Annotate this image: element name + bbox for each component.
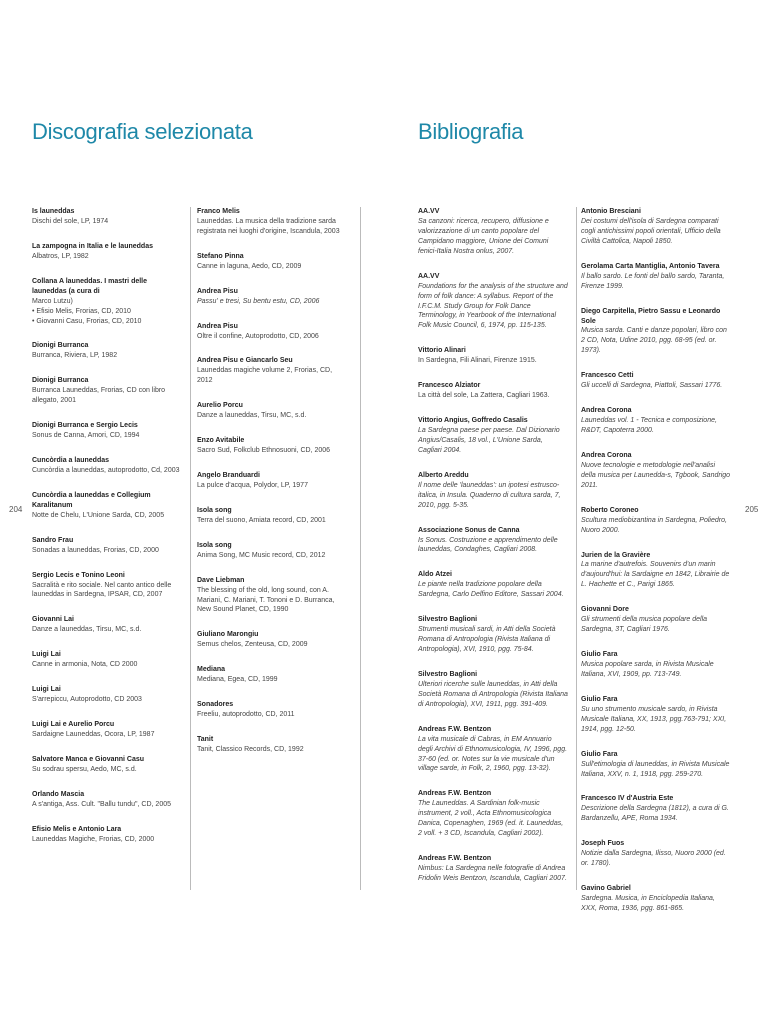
reference-entry	[32, 277, 182, 327]
entry-title: Dionigi Burranca e Sergio Lecis	[32, 422, 138, 430]
entry-description: Su sodrau spersu, Aedo, MC, s.d.	[32, 765, 137, 773]
entry-description: Le piante nella tradizione popolare della Sardegna, Carlo Delfino Editore, Sassari 2004.	[418, 581, 564, 599]
entry-title: Enzo Avitabile	[197, 437, 245, 445]
entry-title: Francesco IV d'Austria Este	[581, 795, 674, 803]
entry-description: Sa canzoni: ricerca, recupero, diffusione e valorizzazione di un canto popolare del Campidano maggiore, Unione dei Comuni fenici-Italia Nostra onlus, 2007.	[418, 217, 549, 255]
reference-entry	[581, 307, 731, 357]
page-number-right: 205	[745, 505, 759, 514]
entry-description: Burranca Launeddas, Frorias, CD con libro allegato, 2001	[32, 387, 166, 405]
entry-title: Tanit	[197, 736, 214, 743]
entry-title: Vittorio Angius, Goffredo Casalis	[418, 417, 528, 425]
reference-entry	[418, 854, 568, 884]
reference-entry	[581, 551, 731, 591]
entry-title: Andreas F.W. Bentzon	[418, 725, 492, 733]
reference-entry	[581, 650, 731, 680]
entry-description: La Sardegna paese per paese. Dal Dizionario Angius/Casalis, 18 vol., L'Unione Sarda, Cagliari 2004.	[418, 427, 560, 454]
entry-description: The blessing of the old, long sound, con A. Mariani, C. Mariani, T. Tononi e D. Burranca, New Sound Planet, CD, 1990	[197, 586, 335, 614]
entry-title: Orlando Mascia	[32, 790, 85, 798]
reference-entry	[32, 456, 182, 476]
reference-entry	[197, 700, 347, 720]
reference-entry	[197, 322, 347, 342]
reference-entry	[418, 570, 568, 600]
entry-description: Is Sonus. Costruzione e apprendimento delle launeddas, Condaghes, Cagliari 2008.	[418, 536, 558, 554]
entry-title: Jurien de la Gravière	[581, 551, 651, 559]
reference-entry	[32, 491, 182, 521]
entry-title: AA.VV	[418, 272, 440, 280]
entry-description: Sonadas a launeddas, Frorias, CD, 2000	[32, 546, 159, 554]
reference-entry	[581, 839, 731, 869]
entry-description: La marine d'autrefois. Souvenirs d'un marin d'aujourd'hui: la Sardaigne en 1842, Librairie de L. Hachette et C., Parigi 1865.	[581, 561, 730, 589]
reference-entry	[581, 884, 731, 914]
entry-description: Musica sarda. Canti e danze popolari, libro con 2 CD, Nota, Udine 2010, pgg. 68-95 (ed. or. 1973).	[581, 327, 727, 355]
reference-entry	[32, 720, 182, 740]
entry-description: Sardegna. Musica, in Enciclopedia Italiana, XXX, Roma, 1936, pgg. 861-865.	[581, 895, 715, 912]
entry-description: Cuncòrdia a launeddas, autoprodotto, Cd, 2003	[32, 466, 180, 474]
entry-description: Il ballo sardo. Le fonti del ballo sardo, Taranta, Firenze 1999.	[581, 272, 725, 290]
bibliography-column-2	[581, 207, 731, 929]
entry-description: In Sardegna, Fili Alinari, Firenze 1915.	[418, 357, 537, 365]
entry-description: Musica popolare sarda, in Rivista Musicale Italiana, XVI, 1909, pp. 713-749.	[581, 661, 714, 678]
reference-entry	[581, 506, 731, 536]
entry-description: La pulce d'acqua, Polydor, LP, 1977	[197, 481, 308, 489]
entry-title: Dionigi Burranca	[32, 377, 89, 385]
entry-description: Sardaigne Launeddas, Ocora, LP, 1987	[32, 730, 155, 738]
reference-entry	[197, 207, 347, 237]
reference-entry	[197, 541, 347, 561]
reference-entry	[197, 401, 347, 421]
reference-entry	[581, 695, 731, 735]
entry-description: Canne in armonia, Nota, CD 2000	[32, 661, 138, 669]
column-divider	[360, 207, 361, 890]
entry-title: Giulio Fara	[581, 695, 618, 703]
reference-entry	[581, 605, 731, 635]
discography-heading: Discografia selezionata	[32, 119, 253, 144]
bibliography-column-1	[418, 207, 568, 899]
entry-description: Danze a launeddas, Tirsu, MC, s.d.	[197, 412, 307, 420]
entry-description: S'arrepiccu, Autoprodotto, CD 2003	[32, 696, 142, 704]
entry-title: Silvestro Baglioni	[418, 616, 478, 624]
entry-description: Scultura mediobizantina in Sardegna, Poliedro, Nuoro 2000.	[581, 516, 727, 534]
entry-description: Marco Lutzu) • Efisio Melis, Frorias, CD, 2010 • Giovanni Casu, Frorias, CD, 2010	[32, 297, 142, 325]
entry-title: Is launeddas	[32, 208, 75, 215]
entry-title: Aurelio Porcu	[197, 402, 243, 410]
entry-title: La zampogna in Italia e le launeddas	[32, 242, 153, 250]
entry-title: Vittorio Alinari	[418, 347, 466, 355]
entry-title: Aldo Atzei	[418, 571, 452, 579]
entry-description: Notte de Chelu, L'Unione Sarda, CD, 2005	[32, 511, 165, 519]
entry-title: Joseph Fuos	[581, 840, 625, 848]
entry-description: La città del sole, La Zattera, Cagliari 1963.	[418, 392, 550, 400]
entry-description: Launeddas Magiche, Frorias, CD, 2000	[32, 835, 155, 843]
entry-title: Efisio Melis e Antonio Lara	[32, 825, 122, 833]
reference-entry	[418, 725, 568, 775]
reference-entry	[32, 825, 182, 845]
reference-entry	[32, 376, 182, 406]
entry-title: Salvatore Manca e Giovanni Casu	[32, 755, 145, 763]
entry-title: Isola song	[197, 506, 232, 514]
reference-entry	[32, 571, 182, 601]
reference-entry	[32, 790, 182, 810]
entry-title: Andrea Pisu e Giancarlo Seu	[197, 357, 293, 365]
entry-description: A s'antiga, Ass. Cult. "Ballu tundu", CD, 2005	[32, 800, 171, 808]
entry-description: Passu' e tresi, Su bentu estu, CD, 2006	[197, 297, 320, 305]
entry-description: Sull'etimologia di launeddas, in Rivista Musicale Italiana, XXV, n. 1, 1918, pgg. 259-270.	[581, 760, 730, 778]
entry-description: Gli strumenti della musica popolare della Sardegna, 3T, Cagliari 1976.	[581, 616, 708, 634]
entry-title: AA.VV	[418, 208, 440, 215]
discography-column-1	[32, 207, 182, 860]
entry-description: Freeliu, autoprodotto, CD, 2011	[197, 711, 295, 719]
reference-entry	[581, 207, 731, 247]
entry-title: Giulio Fara	[581, 651, 618, 659]
entry-description: Mediana, Egea, CD, 1999	[197, 676, 278, 684]
entry-title: Cuncòrdia a launeddas	[32, 457, 110, 464]
entry-description: Anima Song, MC Music record, CD, 2012	[197, 551, 326, 559]
entry-title: Luigi Lai	[32, 651, 61, 659]
entry-title: Cuncòrdia a launeddas e Collegium Karalitanum	[32, 491, 151, 509]
reference-entry	[32, 421, 182, 441]
reference-entry	[32, 615, 182, 635]
reference-entry	[581, 451, 731, 491]
entry-description: Ulteriori ricerche sulle launeddas, in Atti della Società Romana di Antropologia (Rivista Italiana di Antropologia), XVI, 1911, pgg. 391-409.	[418, 680, 568, 708]
entry-description: Launeddas magiche volume 2, Frorias, CD, 2012	[197, 367, 333, 385]
reference-entry	[418, 207, 568, 257]
reference-entry	[418, 416, 568, 456]
entry-description: Sonus de Canna, Amori, CD, 1994	[32, 432, 140, 440]
reference-entry	[197, 287, 347, 307]
entry-description: The Launeddas. A Sardinian folk-music instrument, 2 voll., Acta Ethnomusicologica Danica, Copenaghen, 1969 (ed. it. Launeddas, 2 voll. + 3 CD, Iscandula, Cagliari 2002).	[418, 800, 564, 838]
entry-description: Notizie dalla Sardegna, Ilisso, Nuoro 2000 (ed. or. 1780).	[581, 850, 726, 868]
reference-entry	[197, 665, 347, 685]
entry-title: Associazione Sonus de Canna	[418, 526, 520, 534]
entry-title: Silvestro Baglioni	[418, 670, 478, 678]
entry-description: Dei costumi dell'isola di Sardegna comparati cogli antichissimi popoli orientali, Ufficio della Civiltà Cattolica, Napoli 1850.	[581, 217, 721, 245]
entry-description: Oltre il confine, Autoprodotto, CD, 2006	[197, 332, 319, 340]
reference-entry	[32, 685, 182, 705]
entry-title: Luigi Lai e Aurelio Porcu	[32, 721, 115, 728]
entry-title: Dionigi Burranca	[32, 342, 89, 350]
bibliography-heading: Bibliografia	[418, 119, 524, 144]
entry-description: Sacro Sud, Folkclub Ethnosuoni, CD, 2006	[197, 447, 331, 455]
entry-title: Alberto Areddu	[418, 471, 469, 479]
reference-entry	[197, 506, 347, 526]
entry-description: Gli uccelli di Sardegna, Piattoli, Sassari 1776.	[581, 382, 723, 390]
entry-description: Burranca, Riviera, LP, 1982	[32, 352, 118, 360]
entry-title: Andreas F.W. Bentzon	[418, 790, 492, 798]
entry-title: Andrea Corona	[581, 407, 632, 415]
entry-title: Andreas F.W. Bentzon	[418, 855, 492, 863]
entry-description: Launeddas. La musica della tradizione sarda registrata nei luoghi d'origine, Iscandula, 2003	[197, 217, 340, 235]
reference-entry	[418, 471, 568, 511]
reference-entry	[418, 381, 568, 401]
entry-description: Terra del suono, Amiata record, CD, 2001	[197, 516, 326, 524]
reference-entry	[32, 341, 182, 361]
entry-description: Canne in laguna, Aedo, CD, 2009	[197, 262, 302, 270]
entry-title: Diego Carpitella, Pietro Sassu e Leonardo Sole	[581, 307, 721, 325]
entry-title: Giulio Fara	[581, 750, 618, 758]
reference-entry	[418, 272, 568, 332]
entry-description: Descrizione della Sardegna (1812), a cura di G. Bardanzellu, APE, Roma 1934.	[581, 805, 729, 823]
entry-title: Francesco Alziator	[418, 382, 481, 390]
reference-entry	[581, 750, 731, 780]
entry-description: Dischi del sole, LP, 1974	[32, 217, 109, 225]
entry-description: Semus chelos, Zenteusa, CD, 2009	[197, 641, 308, 649]
entry-description: Nimbus: La Sardegna nelle fotografie di Andrea Fridolin Weis Bentzon, Iscandula, Cagliari 2007.	[418, 865, 567, 882]
entry-title: Roberto Coroneo	[581, 506, 639, 514]
reference-entry	[32, 536, 182, 556]
entry-title: Andrea Pisu	[197, 287, 238, 295]
reference-entry	[581, 371, 731, 391]
entry-description: Su uno strumento musicale sardo, in Rivista Musicale Italiana, XX, 1913, pgg.763-791; XXI, 1914, pgg. 12-50.	[581, 705, 727, 733]
entry-title: Giovanni Lai	[32, 616, 75, 624]
reference-entry	[197, 252, 347, 272]
entry-title: Andrea Corona	[581, 451, 632, 459]
entry-title: Andrea Pisu	[197, 322, 238, 330]
reference-entry	[197, 471, 347, 491]
reference-entry	[197, 436, 347, 456]
reference-entry	[418, 789, 568, 839]
reference-entry	[581, 794, 731, 824]
reference-entry	[418, 615, 568, 655]
reference-entry	[197, 576, 347, 616]
entry-description: Launeddas vol. 1 - Tecnica e composizione, R&DT, Capoterra 2000.	[581, 417, 717, 434]
reference-entry	[32, 207, 182, 227]
entry-title: Giovanni Dore	[581, 606, 629, 614]
reference-entry	[32, 650, 182, 670]
entry-title: Dave Liebman	[197, 576, 245, 584]
entry-description: La vita musicale di Cabras, in EM Annuario degli Archivi di Ethnomusicologia, IV, 1996, pgg. 37-60 (ed. or. Notes sur la vie musicale d'un village sarde, in Folk, 2, 1960, pgg. 13-32).	[418, 735, 568, 773]
column-divider	[576, 207, 577, 890]
entry-description: Tanit, Classico Records, CD, 1992	[197, 745, 304, 753]
entry-description: Nuove tecnologie e metodologie nell'analisi della musica per Launedda-s, Tgbook, Sandrigo 2011.	[581, 461, 731, 489]
entry-description: Foundations for the analysis of the structure and form of folk dance: A syllabus. Report of the I.F.C.M. Study Group for Folk Dance Terminology, in Yearbook of the International Folk Music Council, 6, 1974, pp. 115-135.	[418, 282, 568, 330]
reference-entry	[197, 735, 347, 755]
entry-title: Giuliano Marongiu	[197, 631, 259, 639]
entry-title: Angelo Branduardi	[197, 472, 261, 479]
entry-title: Francesco Cetti	[581, 372, 634, 380]
entry-title: Sonadores	[197, 701, 234, 709]
reference-entry	[32, 755, 182, 775]
page-number-left: 204	[9, 505, 23, 514]
reference-entry	[581, 406, 731, 436]
entry-title: Sandro Frau	[32, 536, 74, 544]
entry-title: Luigi Lai	[32, 686, 61, 694]
reference-entry	[32, 242, 182, 262]
entry-title: Antonio Bresciani	[581, 208, 641, 215]
entry-description: Sacralità e rito sociale. Nel canto antico delle launeddas in Sardegna, IPSAR, CD, 2007	[32, 581, 172, 599]
reference-entry	[418, 346, 568, 366]
entry-title: Gerolama Carta Mantiglia, Antonio Tavera	[581, 262, 720, 270]
reference-entry	[197, 356, 347, 386]
reference-entry	[418, 526, 568, 556]
entry-title: Sergio Lecis e Tonino Leoni	[32, 571, 125, 579]
entry-title: Isola song	[197, 541, 232, 549]
reference-entry	[418, 670, 568, 710]
discography-column-2	[197, 207, 347, 770]
entry-title: Franco Melis	[197, 208, 240, 215]
column-divider	[190, 207, 191, 890]
entry-title: Stefano Pinna	[197, 252, 244, 260]
reference-entry	[581, 262, 731, 292]
entry-description: Albatros, LP, 1982	[32, 252, 89, 260]
entry-title: Collana A launeddas. I mastri delle launeddas (a cura di	[32, 277, 148, 295]
entry-description: Danze a launeddas, Tirsu, MC, s.d.	[32, 626, 142, 634]
reference-entry	[197, 630, 347, 650]
entry-description: Il nome delle 'launeddas': un ipotesi estrusco-italica, in Insula. Quaderno di cultura sarda, 7, 2010, pgg. 5-35.	[418, 481, 561, 509]
entry-title: Mediana	[197, 666, 226, 674]
entry-description: Strumenti musicali sardi, in Atti della Società Romana di Antropologia (Rivista Italiana di Antropologia), XVI, 1910, pgg. 75-84.	[418, 626, 556, 653]
entry-title: Gavino Gabriel	[581, 885, 631, 893]
